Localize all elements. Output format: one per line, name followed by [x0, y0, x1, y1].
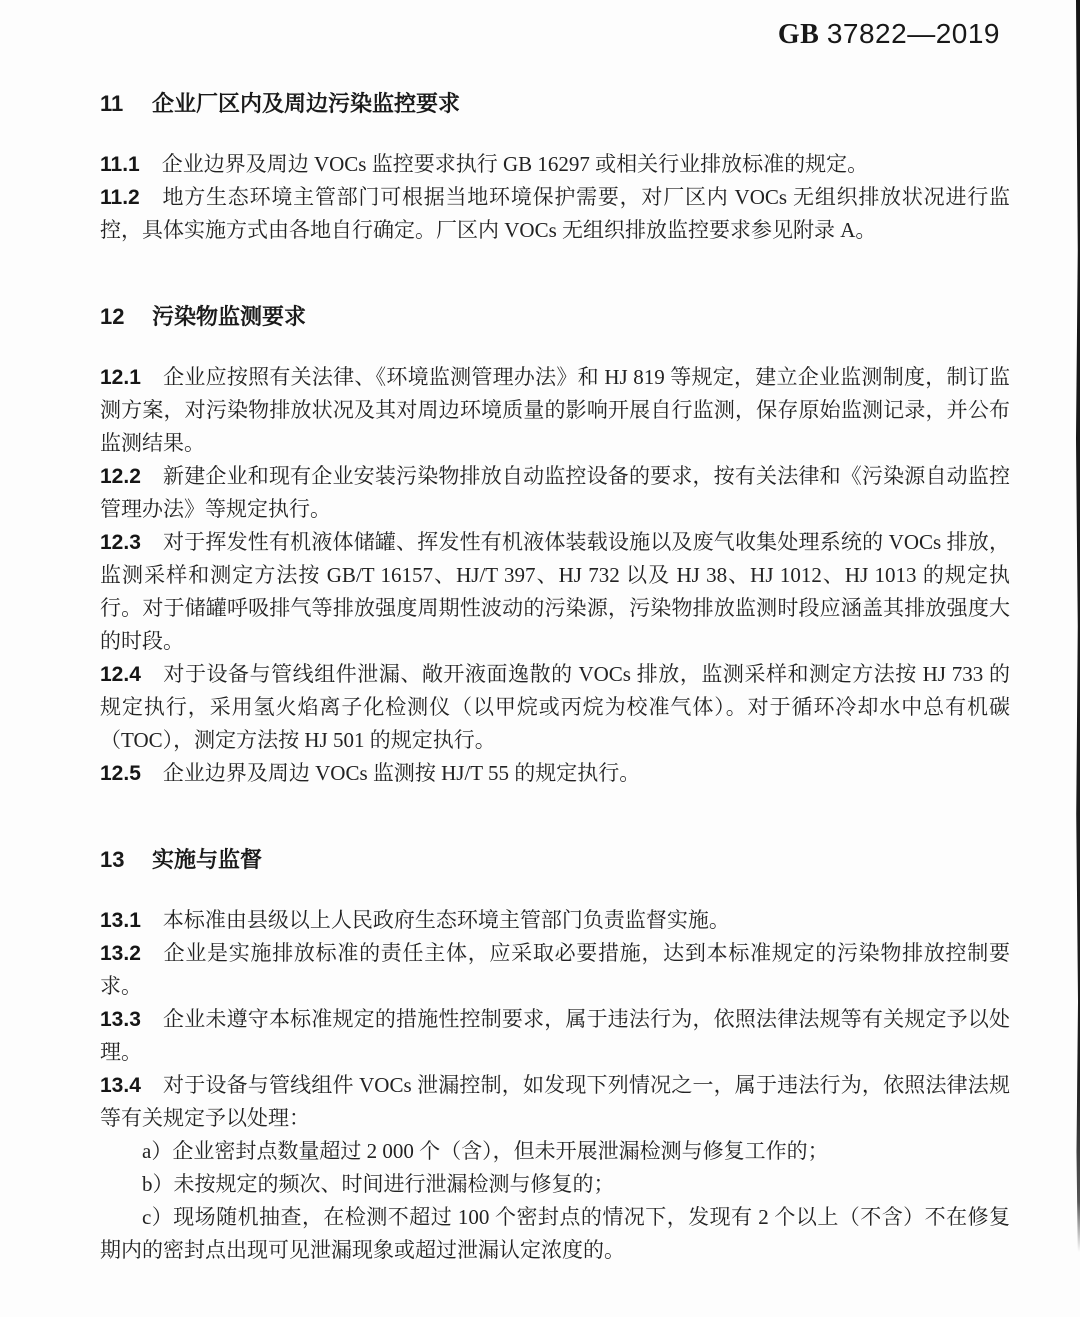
clause-11-2-text: 地方生态环境主管部门可根据当地环境保护需要，对厂区内 VOCs 无组织排放状况进行监控，具体实施方式由各地自行确定。厂区内 VOCs 无组织排放监控要求参见附录 A。: [100, 185, 1010, 242]
clause-12-5-text: 企业边界及周边 VOCs 监测按 HJ/T 55 的规定执行。: [162, 761, 641, 785]
clause-13-1: [100, 904, 1010, 937]
section-11-number: 11: [100, 91, 124, 116]
clause-13-4: [100, 1069, 1010, 1135]
clause-12-5: [100, 757, 1010, 790]
section-12-number: 12: [100, 304, 125, 329]
section-13-heading: [100, 846, 1010, 874]
section-13: [100, 846, 1010, 1267]
clause-12-3: [100, 526, 1010, 658]
section-11-clauses: [100, 148, 1010, 247]
section-13-clauses: [100, 904, 1010, 1267]
list-item-b: b）未按规定的频次、时间进行泄漏检测与修复的；: [142, 1172, 615, 1196]
clause-13-4-number: 13.4: [100, 1074, 141, 1097]
clause-13-4-list: [100, 1135, 1010, 1267]
section-12-title: 污染物监测要求: [152, 304, 307, 329]
clause-11-1: [100, 148, 1010, 181]
clause-12-1: [100, 361, 1010, 460]
section-13-title: 实施与监督: [152, 847, 263, 872]
clause-13-3-text: 企业未遵守本标准规定的措施性控制要求，属于违法行为，依照法律法规等有关规定予以处理。: [100, 1007, 1010, 1064]
clause-13-2-number: 13.2: [100, 942, 141, 965]
clause-12-4-text: 对于设备与管线组件泄漏、敞开液面逸散的 VOCs 排放，监测采样和测定方法按 HJ 733 的规定执行，采用氢火焰离子化检测仪（以甲烷或丙烷为校准气体）。对于循环冷却水中总有机碳（TOC），测定方法按 HJ 501 的规定执行。: [100, 662, 1010, 752]
scan-edge-artifact: [1075, 0, 1080, 1252]
clause-11-1-text: 企业边界及周边 VOCs 监控要求执行 GB 16297 或相关行业排放标准的规定。: [161, 152, 869, 176]
clause-11-2-number: 11.2: [100, 186, 140, 209]
section-12-clauses: [100, 361, 1010, 790]
document-body: [100, 90, 1010, 1267]
standard-code-number: 37822—2019: [826, 18, 1000, 49]
standard-code-prefix: GB: [777, 19, 820, 50]
section-11: [100, 90, 1010, 247]
standard-code-header: [0, 18, 1000, 51]
section-11-heading: [100, 90, 1010, 118]
clause-12-3-number: 12.3: [100, 531, 141, 554]
section-13-number: 13: [100, 847, 125, 872]
section-11-title: 企业厂区内及周边污染监控要求: [152, 91, 461, 116]
clause-11-2: [100, 181, 1010, 247]
clause-12-4: [100, 658, 1010, 757]
clause-12-3-text: 对于挥发性有机液体储罐、挥发性有机液体装载设施以及废气收集处理系统的 VOCs 排放，监测采样和测定方法按 GB/T 16157、HJ/T 397、HJ 732 以及 HJ 38、HJ 1012、HJ 1013 的规定执行。对于储罐呼吸排气等排放强度周期性波动的污染源，污染物排放监测时段应涵盖其排放强度大的时段。: [100, 530, 1010, 653]
clause-13-4-text: 对于设备与管线组件 VOCs 泄漏控制，如发现下列情况之一，属于违法行为，依照法律法规等有关规定予以处理：: [100, 1073, 1010, 1130]
clause-13-2: [100, 937, 1010, 1003]
clause-13-1-number: 13.1: [100, 909, 141, 932]
clause-12-1-number: 12.1: [100, 366, 141, 389]
clause-13-3-number: 13.3: [100, 1008, 141, 1031]
list-item-a: a）企业密封点数量超过 2 000 个（含），但未开展泄漏检测与修复工作的；: [142, 1139, 829, 1163]
clause-12-5-number: 12.5: [100, 762, 141, 785]
clause-13-3: [100, 1003, 1010, 1069]
section-12-heading: [100, 303, 1010, 331]
clause-12-2-number: 12.2: [100, 465, 141, 488]
list-item-c: c）现场随机抽查，在检测不超过 100 个密封点的情况下，发现有 2 个以上（不含）不在修复期内的密封点出现可见泄漏现象或超过泄漏认定浓度的。: [100, 1205, 1010, 1262]
clause-12-4-number: 12.4: [100, 663, 141, 686]
clause-12-1-text: 企业应按照有关法律、《环境监测管理办法》和 HJ 819 等规定，建立企业监测制度，制订监测方案，对污染物排放状况及其对周边环境质量的影响开展自行监测，保存原始监测记录，并公布监测结果。: [100, 365, 1010, 455]
clause-13-2-text: 企业是实施排放标准的责任主体，应采取必要措施，达到本标准规定的污染物排放控制要求。: [100, 941, 1010, 998]
clause-13-1-text: 本标准由县级以上人民政府生态环境主管部门负责监督实施。: [162, 908, 730, 932]
clause-12-2: [100, 460, 1010, 526]
clause-12-2-text: 新建企业和现有企业安装污染物排放自动监控设备的要求，按有关法律和《污染源自动监控管理办法》等规定执行。: [100, 464, 1010, 521]
clause-11-1-number: 11.1: [100, 153, 140, 176]
section-12: [100, 303, 1010, 790]
